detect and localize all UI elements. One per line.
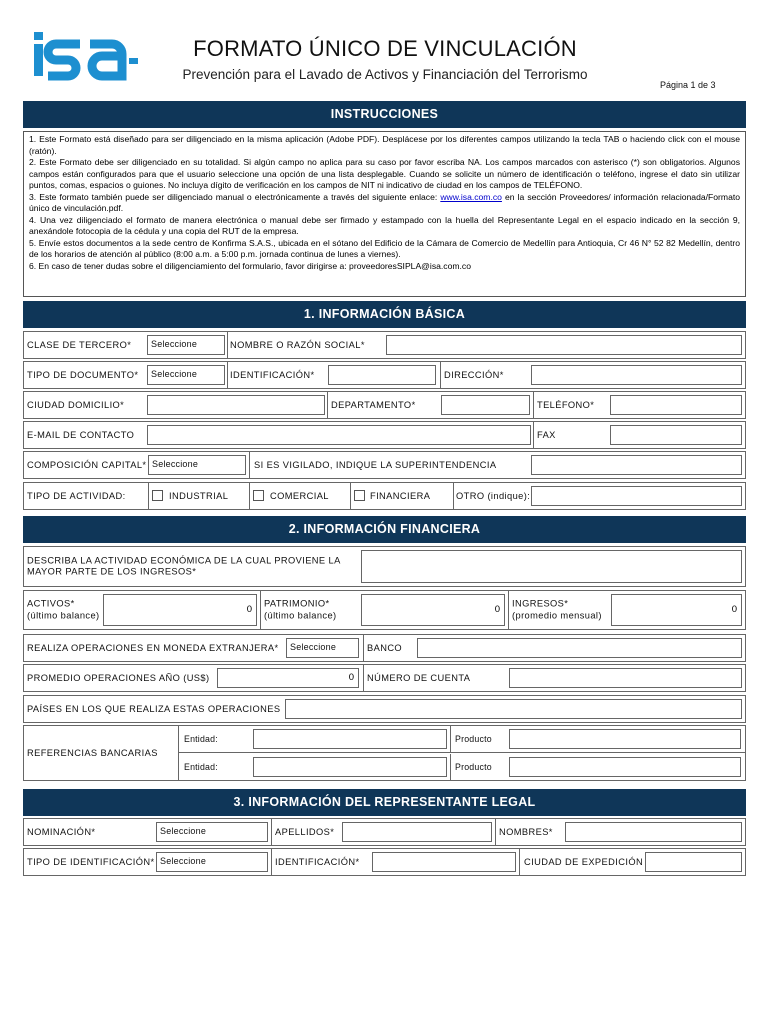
cell-ciudad (24, 392, 328, 418)
financiera-checkbox[interactable] (354, 490, 365, 501)
instruction-5: 5. Envíe estos documentos a la sede centro de Konfirma S.A.S., ubicada en el sótano del Edificio de la Cámara de Comercio de Medellín para Antioquia, Cr 46 N° 52 82 Medellín, dentro de los horarios de atención al público (8:00 a.m. a 5:00 p.m. jornada continua de lunes a viernes). (29, 237, 740, 260)
cell-apellidos (272, 819, 496, 845)
isa-logo (28, 28, 144, 84)
ingresos-input[interactable]: 0 (611, 594, 742, 626)
superintendencia-input[interactable] (531, 455, 742, 475)
row-moneda (23, 634, 746, 662)
cuenta-input[interactable] (509, 668, 742, 688)
label-nominacion: NOMINACIÓN* (27, 827, 96, 837)
apellidos-input[interactable] (342, 822, 492, 842)
label-producto-1: Producto (455, 734, 492, 744)
legal-rep-heading: 3. INFORMACIÓN DEL REPRESENTANTE LEGAL (23, 789, 746, 816)
ciudad-input[interactable] (147, 395, 325, 415)
label-entidad-1: Entidad: (184, 734, 218, 744)
label-fax: FAX (537, 430, 556, 440)
fax-input[interactable] (610, 425, 742, 445)
instruction-3 (29, 192, 740, 215)
producto-2-input[interactable] (509, 757, 741, 777)
row-ciudad (23, 391, 746, 419)
label-ingresos-2: (promedio mensual) (512, 610, 602, 620)
tipo-identificacion-select[interactable]: Seleccione (156, 852, 268, 872)
label-identificacion: IDENTIFICACIÓN* (230, 370, 315, 380)
tipo-documento-select[interactable]: Seleccione (147, 365, 225, 385)
cell-referencias (24, 726, 179, 780)
label-cuenta: NÚMERO DE CUENTA (367, 673, 471, 683)
label-apellidos: APELLIDOS* (275, 827, 335, 837)
label-moneda: REALIZA OPERACIONES EN MONEDA EXTRANJERA* (27, 643, 279, 653)
identificacion-input[interactable] (328, 365, 436, 385)
cell-identificacion (228, 362, 441, 388)
label-banco: BANCO (367, 643, 403, 653)
cell-tipo-identificacion (24, 849, 272, 875)
telefono-input[interactable] (610, 395, 742, 415)
label-patrimonio-2: (último balance) (264, 610, 337, 620)
label-tipo-actividad: TIPO DE ACTIVIDAD: (27, 491, 126, 501)
nombres-input[interactable] (565, 822, 742, 842)
row-tipo-actividad (23, 482, 746, 510)
label-referencias: REFERENCIAS BANCARIAS (27, 748, 158, 758)
cell-financiera (351, 483, 454, 509)
instructions-heading: INSTRUCCIONES (23, 101, 746, 128)
cell-promedio (24, 665, 364, 691)
label-vigilado: SI ES VIGILADO, INDIQUE LA SUPERINTENDENCIA (254, 460, 497, 470)
label-activos (27, 599, 100, 622)
cell-comercial (250, 483, 351, 509)
moneda-select[interactable]: Seleccione (286, 638, 359, 658)
direccion-input[interactable] (531, 365, 742, 385)
cell-clase-tercero (24, 332, 228, 358)
promedio-input[interactable]: 0 (217, 668, 359, 688)
label-ciudad-expedicion: CIUDAD DE EXPEDICIÓN (524, 857, 644, 867)
isa-link[interactable]: www.isa.com.co (440, 191, 502, 202)
label-paises: PAÍSES EN LOS QUE REALIZA ESTAS OPERACIONES (27, 704, 281, 714)
cell-entidad-1 (179, 726, 451, 752)
otro-input[interactable] (531, 486, 742, 506)
instruction-2: 2. Este Formato debe ser diligenciado en su totalidad. Si algún campo no aplica para su caso por favor escriba NA. Los campos marcados con asterisco (*) son obligatorios. Algunos campos están configurados para que el usuario seleccione una opción de una lista desplegable. Cuando se solicite un número de identificación o teléfono, ingrese el dato sin utilizar puntos, comas, espacios o guiones. No incluya dígito de verificación en los campos de NIT ni indicativo de ciudad en los campos de TELÉFONO. (29, 157, 740, 191)
row-documento (23, 361, 746, 389)
label-entidad-2: Entidad: (184, 762, 218, 772)
cell-nominacion (24, 819, 272, 845)
label-ciudad: CIUDAD DOMICILIO* (27, 400, 125, 410)
label-comercial: COMERCIAL (270, 491, 329, 501)
cell-patrimonio (261, 591, 509, 629)
label-ingresos (512, 599, 602, 622)
cell-industrial (149, 483, 250, 509)
row-email (23, 421, 746, 449)
cell-email (24, 422, 534, 448)
label-industrial: INDUSTRIAL (169, 491, 229, 501)
entidad-2-input[interactable] (253, 757, 447, 777)
identificacion-rep-input[interactable] (372, 852, 516, 872)
cell-moneda (24, 635, 364, 661)
label-activos-1: ACTIVOS* (27, 598, 75, 609)
label-otro: OTRO (indique): (456, 491, 531, 501)
producto-1-input[interactable] (509, 729, 741, 749)
row-nominacion (23, 818, 746, 846)
nombre-input[interactable] (386, 335, 742, 355)
referencia-row-2 (179, 754, 745, 780)
cell-entidad-2 (179, 754, 451, 780)
actividad-input[interactable] (361, 550, 742, 583)
nominacion-select[interactable]: Seleccione (156, 822, 268, 842)
label-ingresos-1: INGRESOS* (512, 598, 569, 609)
cell-activos (24, 591, 261, 629)
row-promedio (23, 664, 746, 692)
instructions-box (23, 131, 746, 297)
label-email: E-MAIL DE CONTACTO (27, 430, 135, 440)
label-nombre: NOMBRE O RAZÓN SOCIAL* (230, 340, 365, 350)
label-actividad: DESCRIBA LA ACTIVIDAD ECONÓMICA DE LA CUAL PROVIENE LA MAYOR PARTE DE LOS INGRESOS* (27, 555, 341, 577)
instruction-1: 1. Este Formato está diseñado para ser diligenciado en la misma aplicación (Adobe PDF). Desplácese por los diferentes campos utilizando la tecla TAB o haciendo click con el mouse (ratón). (29, 134, 740, 156)
form-subtitle: Prevención para el Lavado de Activos y Financiación del Terrorismo (182, 67, 588, 82)
label-promedio: PROMEDIO OPERACIONES AÑO (US$) (27, 673, 210, 683)
departamento-input[interactable] (441, 395, 530, 415)
label-tipo-documento: TIPO DE DOCUMENTO* (27, 370, 139, 380)
instruction-3-pre: 3. Este formato también puede ser diligenciado manual o electrónicamente a través del siguiente enlace: (29, 191, 441, 202)
cell-tipo-actividad (24, 483, 149, 509)
row-balance (23, 590, 746, 630)
instruction-4: 4. Una vez diligenciado el formato de manera electrónica o manual debe ser firmado y estampado con la huella del Representante Legal en el espacio indicado en la sección 9, anexándole fotocopia de la cédula y una copia del RUT de la empresa. (29, 214, 740, 237)
label-direccion: DIRECCIÓN* (444, 370, 504, 380)
isa-logo-mark (28, 28, 144, 84)
row-actividad (23, 546, 746, 587)
paises-input[interactable] (285, 699, 742, 719)
cell-composicion (24, 452, 250, 478)
entidad-1-input[interactable] (253, 729, 447, 749)
page-number: Página 1 de 3 (660, 80, 716, 90)
industrial-checkbox[interactable] (152, 490, 163, 501)
referencia-row-1 (179, 726, 745, 753)
row-paises (23, 695, 746, 723)
composicion-select[interactable]: Seleccione (148, 455, 246, 475)
row-referencias (23, 725, 746, 781)
form-title: FORMATO ÚNICO DE VINCULACIÓN (193, 36, 577, 61)
cell-departamento (328, 392, 534, 418)
instruction-3-post: en la sección Proveedores/ información relacionada/Formato único de vinculación.pdf. (29, 191, 741, 214)
email-input[interactable] (147, 425, 531, 445)
instruction-6: 6. En caso de tener dudas sobre el diligenciamiento del formulario, favor dirigirse a: proveedoresSIPLA@isa.com.co (29, 261, 471, 272)
row-tipo-identificacion (23, 848, 746, 876)
label-composicion: COMPOSICIÓN CAPITAL* (27, 460, 147, 470)
row-composicion (23, 451, 746, 479)
cell-identificacion-rep (272, 849, 520, 875)
cell-tipo-documento (24, 362, 228, 388)
financial-info-heading: 2. INFORMACIÓN FINANCIERA (23, 516, 746, 543)
patrimonio-input[interactable]: 0 (361, 594, 505, 626)
activos-input[interactable]: 0 (103, 594, 257, 626)
label-nombres: NOMBRES* (499, 827, 553, 837)
banco-input[interactable] (417, 638, 742, 658)
row-clase-nombre (23, 331, 746, 359)
label-tipo-identificacion: TIPO DE IDENTIFICACIÓN* (27, 857, 155, 867)
label-departamento: DEPARTAMENTO* (331, 400, 416, 410)
ciudad-expedicion-input[interactable] (645, 852, 742, 872)
label-patrimonio (264, 599, 337, 622)
label-clase-tercero: CLASE DE TERCERO* (27, 340, 132, 350)
basic-info-heading: 1. INFORMACIÓN BÁSICA (23, 301, 746, 328)
comercial-checkbox[interactable] (253, 490, 264, 501)
clase-tercero-select[interactable]: Seleccione (147, 335, 225, 355)
label-patrimonio-1: PATRIMONIO* (264, 598, 330, 609)
label-identificacion-rep: IDENTIFICACIÓN* (275, 857, 360, 867)
label-activos-2: (último balance) (27, 610, 100, 620)
label-financiera: FINANCIERA (370, 491, 431, 501)
label-telefono: TELÉFONO* (537, 400, 595, 410)
label-producto-2: Producto (455, 762, 492, 772)
